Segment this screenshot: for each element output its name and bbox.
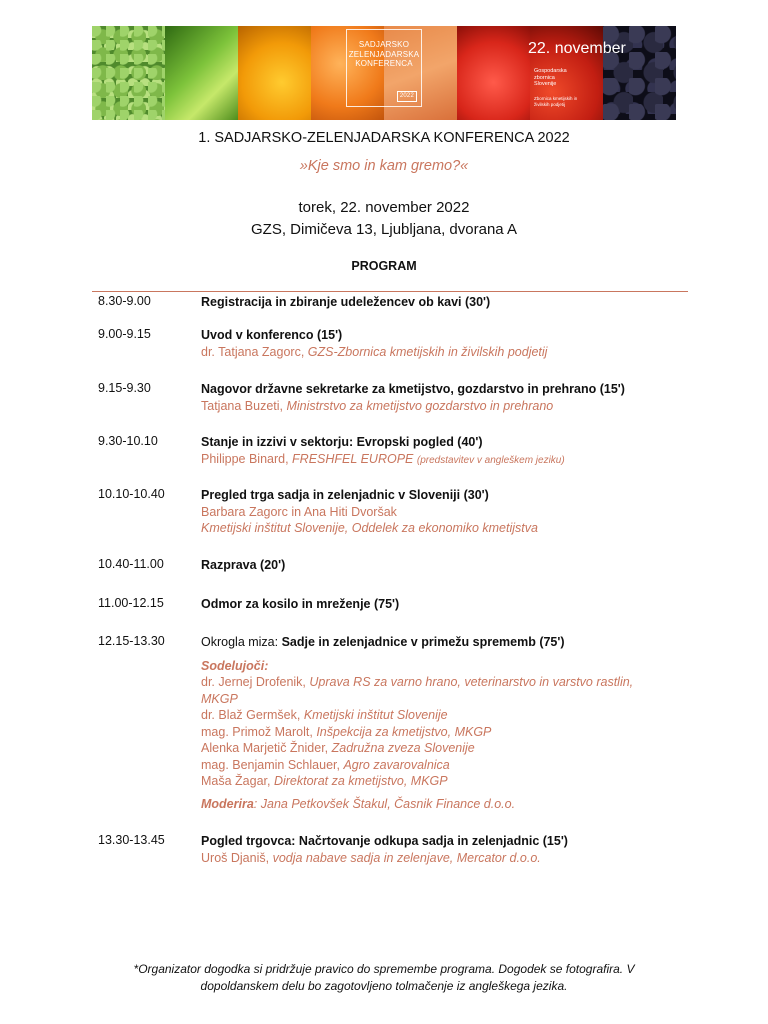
conference-logo: SADJARSKO ZELENJADARSKA KONFERENCA 2022 — [346, 29, 422, 107]
speaker-name: Uroš Djaniš, — [201, 850, 270, 865]
speaker-name: dr. Tatjana Zagorc, — [201, 344, 305, 359]
panel-member-name: mag. Benjamin Schlauer, — [201, 757, 340, 772]
time-slot: 13.30-13.45 — [98, 833, 165, 847]
session-title: Odmor za kosilo in mreženje (75') — [201, 597, 400, 611]
program-heading: PROGRAM — [351, 259, 417, 273]
session-title: Pregled trga sadja in zelenjadnic v Sloveniji (30') — [201, 488, 489, 502]
session-title: Razprava (20') — [201, 558, 286, 572]
speaker-org: vodja nabave sadja in zelenjave, Mercator d.o.o. — [272, 850, 541, 865]
time-slot: 10.10-10.40 — [98, 487, 165, 501]
time-slot: 8.30-9.00 — [98, 294, 151, 308]
tomato-photo-strip — [457, 26, 530, 120]
conference-subtitle: »Kje smo in kam gremo?« — [299, 158, 469, 174]
banner-date: 22. november — [528, 40, 626, 57]
panel-member-name: Alenka Marjetič Žnider, — [201, 741, 329, 755]
panel-member-name: dr. Jernej Drofenik, — [201, 675, 306, 689]
panel-member-org: Inšpekcija za kmetijstvo, MKGP — [316, 724, 492, 739]
speaker-org: GZS-Zbornica kmetijskih in živilskih podjetij — [307, 344, 548, 359]
moderator-label: Moderira — [201, 796, 254, 811]
event-date: torek, 22. november 2022 — [298, 199, 470, 216]
speaker-org: Kmetijski inštitut Slovenije, Oddelek za ekonomiko kmetijstva — [201, 521, 538, 535]
time-slot: 9.15-9.30 — [98, 381, 151, 395]
time-slot: 10.40-11.00 — [98, 557, 164, 571]
panel-member-org: Direktorat za kmetijstvo, MKGP — [273, 774, 448, 788]
time-slot: 11.00-12.15 — [98, 596, 164, 610]
speaker-name: Tatjana Buzeti, — [201, 398, 283, 413]
panel-member-name: dr. Blaž Germšek, — [201, 708, 301, 722]
session-title: Nagovor državne sekretarke za kmetijstvo, gozdarstvo in prehrano (15') — [201, 382, 625, 396]
panel-label: Sodelujoči: — [201, 658, 269, 673]
session-title: Registracija in zbiranje udeležencev ob kavi (30') — [201, 295, 491, 309]
speaker-name: Barbara Zagorc in Ana Hiti Dvoršak — [201, 504, 397, 519]
lemon-photo-strip — [238, 26, 311, 120]
panel-member-org: MKGP — [201, 691, 238, 706]
panel-member-org: Uprava RS za varno hrano, veterinarstvo in varstvo rastlin, — [309, 675, 634, 689]
panel-member-org: Agro zavarovalnica — [343, 757, 450, 772]
panel-member-org: Zadružna zveza Slovenije — [331, 741, 475, 755]
conference-title: 1. SADJARSKO-ZELENJADARSKA KONFERENCA 2022 — [198, 130, 570, 146]
speaker-org: FRESHFEL EUROPE — [292, 451, 414, 466]
speaker-org: Ministrstvo za kmetijstvo gozdarstvo in prehrano — [286, 398, 554, 413]
time-slot: 12.15-13.30 — [98, 634, 165, 648]
gzs-logo: Gospodarska zbornica Slovenije — [534, 68, 567, 87]
speaker-name: Philippe Binard, — [201, 451, 289, 466]
language-note: (predstavitev v angleškem jeziku) — [416, 454, 565, 466]
session-title: Sadje in zelenjadnice v primežu sprememb (75') — [281, 635, 565, 649]
panel-member-name: mag. Primož Marolt, — [201, 724, 313, 739]
session-title: Stanje in izzivi v sektorju: Evropski pogled (40') — [201, 435, 483, 449]
panel-member-name: Maša Žagar, — [201, 774, 271, 788]
gzs-sub-logo: Zbornica kmetijskih in živilskih podjetij — [534, 96, 578, 107]
time-slot: 9.30-10.10 — [98, 434, 158, 448]
session-prefix: Okrogla miza: — [201, 635, 279, 649]
lettuce-photo-strip — [165, 26, 238, 120]
session-title: Uvod v konferenco (15') — [201, 328, 343, 342]
footnote: *Organizator dogodka si pridržuje pravico do spremembe programa. Dogodek se fotografira. V dopoldanskem delu bo zagotovljeno tolmačenje iz angleškega jezika. — [133, 962, 635, 993]
vegetable-photo-strip — [92, 26, 165, 120]
event-venue: GZS, Dimičeva 13, Ljubljana, dvorana A — [251, 221, 517, 238]
panel-member-org: Kmetijski inštitut Slovenije — [303, 708, 448, 722]
time-slot: 9.00-9.15 — [98, 327, 151, 341]
moderator-name: : Jana Petkovšek Štakul, Časnik Finance d.o.o. — [253, 796, 516, 811]
divider — [92, 291, 688, 292]
session-title: Pogled trgovca: Načrtovanje odkupa sadja in zelenjadnic (15') — [201, 834, 568, 848]
